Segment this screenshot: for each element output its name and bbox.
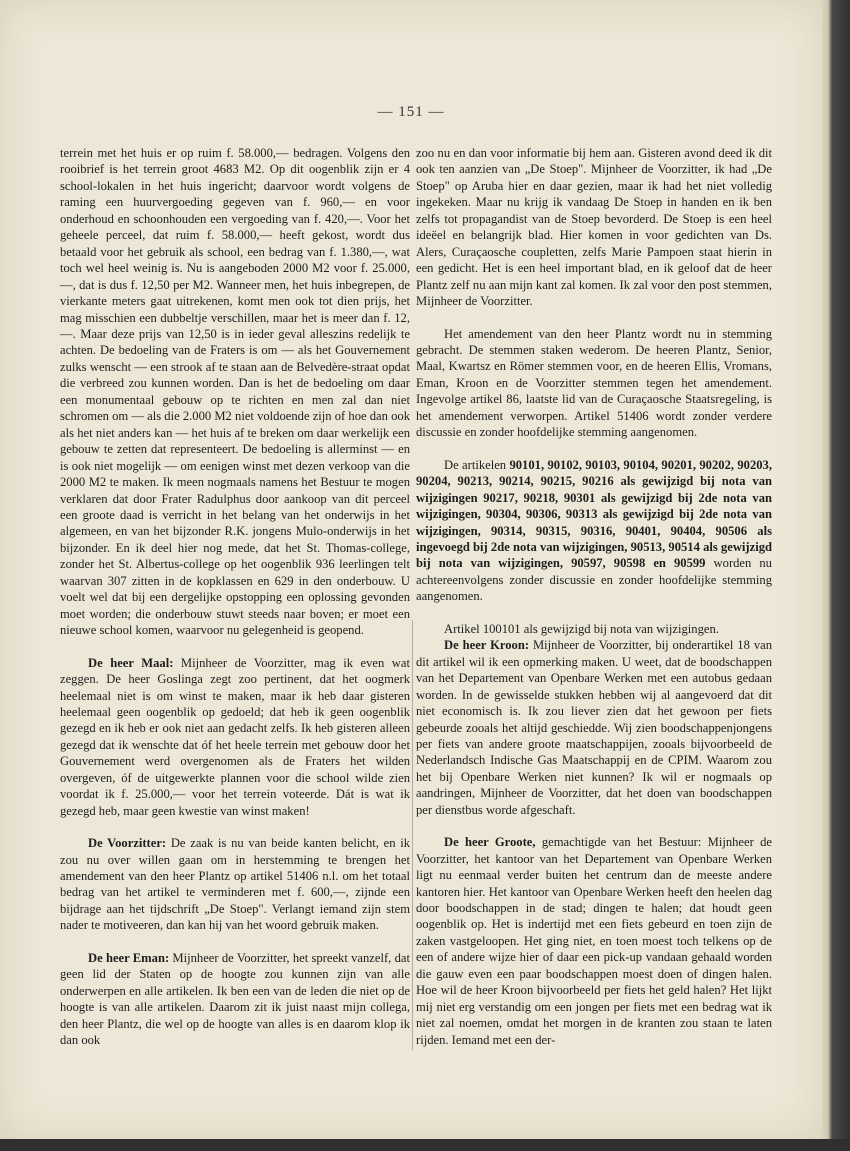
paragraph-voorzitter [60,835,410,934]
paragraph-text: worden nu achtereenvolgens zonder discussie en zonder hoofdelijke stemming aangenomen. [416,556,772,604]
paragraph-vote: Het amendement van den heer Plantz wordt nu in stemming gebracht. De stemmen staken wederom. De heeren Plantz, Senior, Maal, Kwartsz en Römer stemmen voor, en de heeren Ellis, Vromans, Eman, Kroon en de Voorzitter stemmen tegen het amendement. Ingevolge artikel 86, laatste lid van de Curaçaosche Staatsregeling, is het amendement verworpen. Artikel 51406 wordt zonder verdere discussie en zonder hoofdelijke stemming aangenomen. [416,326,772,440]
speaker-name: De heer Kroon: [444,638,530,653]
speaker-name: De heer Groote, [444,835,536,850]
paragraph: zoo nu en dan voor informatie bij hem aan. Gisteren avond deed ik dit ook ten aanzien van „De Stoep". Mijnheer de Voorzitter, ik had „De Stoep" op Aruba hier en daar gezien, maar ik had het niet volledig ingekeken. Maar nu krijg ik vandaag De Stoep in handen en ik ben zelfs tot propagandist van de Stoep bevorderd. De Stoep is een heel ideëel en belangrijk blad. Hier komen in voor gedichten van Ds. Alers, Curaçaosche coupletten, zelfs Marie Pampoen staat hierin in een gedicht. Het is een heel important blad, en ik geloof dat de heer Plantz zelf nu aan mijn kant zal komen. Ik zal voor den post stemmen, Mijnheer de Voorzitter. [416,146,772,309]
article-heading [416,621,772,637]
paragraph-text: Mijnheer de Voorzitter, het spreekt vanzelf, dat geen lid der Staten op de hoogte zou kunnen zijn van alle onderwerpen en alle artikelen. Ik ben een van de leden die niet op de hoogte is van alle artikelen. Daarom zit ik juist naast mijn collega, den heer Plantz, die wel op de hoogte van alles is en daarom klop ik dan ook [60,950,410,1048]
paragraph-text: Mijnheer de Voorzitter, mag ik even wat zeggen. De heer Goslinga zegt zoo pertinent, dat het oogmerk heelemaal niet is om winst te maken, maar ik heb daar gisteren heelemaal geen oogenblik op gedoeld; dat heb ik geen oogenblik gezegd en ik heb er ook niet aan gedacht zelfs. Ik heb gisteren alleen gezegd dat ik wenschte dat óf het heele terrein met gebouw door het Gouvernement werd overgenomen als de Fraters het wilden overgeven, óf de uitgewerkte plannen voor die school wilde zien voordat ik f. 25.000,— voor het terrein voteerde. Dát is wat ik gezegd heb, maar geen kwestie van winst maken! [60,655,410,818]
paragraph-groote [416,834,772,1048]
page-number: — 151 — [377,104,445,120]
paragraph-articles [416,457,772,605]
scan-bottom-edge [0,1139,850,1151]
speaker-name: De heer Eman: [88,950,170,965]
paragraph-text: Mijnheer de Voorzitter, bij onderartikel 18 van dit artikel wil ik een opmerking maken. U weet, dat de boodschappen van het Departement van Openbare Werken met een autobus gedaan worden. In de gewisselde stukken hebben wij al aangevoerd dat dit niet economisch is. Ik zou liever zien dat het gewoon per fiets gebeurde zooals het altijd geschiedde. Wij zien boodschappenjongens per fiets van andere groote maatschappijen, zooals bijvoorbeeld de Nederlandsch Indische Gas Maatschappij en de CPIM. Waarom zou het bij Openbare Werken niet kunnen? Ik wil er nogmaals op aandringen, Mijnheer de Voorzitter, dat het doen van boodschappen per dienstbus worde afgeschaft. [416,638,772,817]
paragraph-eman [60,950,410,1049]
paragraph-text: De artikelen [444,457,510,472]
right-column [416,145,772,1048]
heading-text: Artikel 100101 als gewijzigd bij nota van wijzigingen. [444,621,719,636]
paragraph-maal [60,655,410,820]
column-divider [412,620,413,1050]
speaker-name: De heer Maal: [88,655,174,670]
paragraph-text: De zaak is nu van beide kanten belicht, en ik zou nu over willen gaan om in herstemming te brengen het amendement van den heer Plantz op artikel 51406 n.l. om het totaal bedrag van het artikel te verminderen met f. 600,—, zijnde een bijdrage aan het tijdschrift „De Stoep". Verlangt iemand zijn stem nader te motiveeren, dan kan hij van het woord gebruik maken. [60,836,411,933]
paragraph-kroon [416,637,772,818]
scan-right-edge [822,0,850,1151]
left-column [60,145,410,1049]
paragraph-text: gemachtigde van het Bestuur: Mijnheer de Voorzitter, het kantoor van het Departement van Openbare Werken ligt nu eenmaal verder buiten het centrum dan de meeste andere kantoren hier. Het kantoor van Openbare Werken heeft den heelen dag door boodschappen in de stad; dingen te halen; dat houdt geen oogenblik op. Het is indertijd met een fiets gebeurd en toen zijn de zaken vastgeloopen. Het ging niet, en toen moest toch telkens op de een of andere wijze hier of daar een pick-up vandaan gehaald worden die gauw even een paar boodschappen moest doen of dingen halen. Hoe wil de heer Kroon bijvoorbeeld per fiets het geld halen? Het lijkt mij niet erg verstandig om een jongen per fiets met een bedrag wat ik niet zal noemen, omdat het morgen in de kranten zou staan te laten rijden. Iemand met een der- [416,835,772,1047]
paragraph: terrein met het huis er op ruim f. 58.000,— bedragen. Volgens den rooibrief is het terrein groot 4683 M2. Op dit oogenblik zijn er 4 school-lokalen in het huis ingericht; daarvoor wordt volgens de raming een huurvergoeding gegeven van f. 960,— en voor onderhoud en schoonhouden een vergoeding van f. 420,—. Voor het geheele perceel, dat ruim f. 58.000,— heeft gekost, wordt dus betaald voor het gebruik als school, een bedrag van f. 1.380,—, wat toch wel heel weinig is. Nu is aangeboden 2000 M2 voor f. 25.000,—, dat is dus f. 12,50 per M2. Wanneer men, het huis inbegrepen, de vierkante meters gaat uitrekenen, komt men ook tot dien prijs, het mag misschien een dubbeltje verschillen, maar het is meer dan f. 12,—. Maar deze prijs van 12,50 is in ieder geval alleszins redelijk te achten. De bedoeling van de Fraters is om — als het Gouvernement zulks wenscht — een strook af te staan aan de Belvedère-straat opdat die verbreed zou kunnen worden. Dan is het de bedoeling om daar een monumentaal gebouw op te richten en men zal dan niet schromen om — als die 2.000 M2 niet voldoende zijn of hoe dan ook als het niet anders kan — het huis af te breken om daar werkelijk een gebouw te zetten dat representeert. De bedoeling is allerminst — en is ook niet mogelijk — om eenigen winst met dezen verkoop van die 2000 M2 te maken. Ik meen nogmaals namens het Bestuur te mogen verklaren dat door Frater Radulphus door aankoop van dit perceel een groote daad is verricht in het belang van het onderwijs in het algemeen, en van het bijzonder R.K. jongens Mulo-onderwijs in het bijzonder. En ik deel hier nog mede, dat het St. Thomas-college, zonder het St. Albertus-college op het oogenblik 936 leerlingen telt waarvan 307 zitten in de kopklassen en 629 in den onderbouw. U voelt wel dat bij een dergelijke opstopping een oplossing gevonden moet worden; die onderbouw stuwt steeds naar boven; er moet een nieuwe school komen, waarvoor nu gelegenheid is geopend. [60,146,410,638]
article-numbers: 90101, 90102, 90103, 90104, 90201, 90202, 90203, 90204, 90213, 90214, 90215, 90216 als gewijzigd bij nota van wijzigingen 90217, 90218, 90301 als gewijzigd bij 2de nota van wijzigingen, 90304, 90306, 90313 als gewijzigd bij 2de nota van wijzigingen, 90314, 90315, 90316, 90401, 90404, 90506 als ingevoegd bij 2de nota van wijzigingen, 90513, 90514 als gewijzigd bij nota van wijzigingen, 90597, 90598 en 90599 [416,457,772,571]
speaker-name: De Voorzitter: [88,836,167,851]
